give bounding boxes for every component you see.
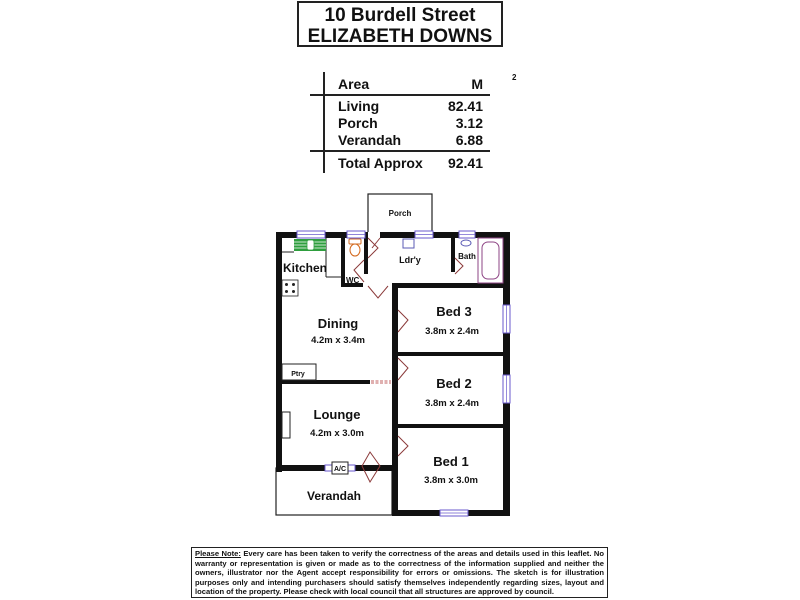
door-icon	[368, 286, 388, 298]
room-bed1-label: Bed 1	[433, 454, 469, 469]
area-total-value: 92.41	[447, 155, 483, 171]
entry-opening	[368, 232, 380, 238]
room-kitchen-label: Kitchen	[283, 261, 328, 275]
area-row-label: Living	[338, 98, 380, 114]
room-lounge-label: Lounge	[313, 407, 361, 422]
area-row-value: 3.12	[455, 115, 483, 131]
room-bed2-size: 3.8m x 2.4m	[425, 398, 479, 409]
toilet-icon	[349, 239, 361, 256]
basin-icon	[461, 240, 471, 246]
laundry-tub-icon	[403, 239, 414, 248]
unit-superscript: 2	[512, 73, 517, 82]
room-bed3-label: Bed 3	[436, 304, 472, 319]
disclaimer-box	[191, 547, 608, 598]
disclaimer-text: Every care has been taken to verify the correctness of the areas and details used in this leaflet. No warranty or representation is given or made as to the correctness of the information supplied and neither the owners, illustrator nor the Agent accept responsibility for errors or omissions. The sketch is for illustration purposes only and intending purchasers should satisfy themselves independently regarding sizes, layout and location of the property. Please check with local council that all structures are approved by council.	[195, 549, 604, 596]
address-suburb: ELIZABETH DOWNS	[307, 26, 493, 47]
sink-icon	[294, 239, 326, 251]
door-icon	[398, 310, 408, 332]
door-icon	[398, 436, 408, 456]
area-total-label: Total Approx	[338, 155, 423, 171]
room-verandah-label: Verandah	[306, 489, 362, 503]
ac-label: A/C	[333, 466, 347, 473]
address-street: 10 Burdell Street	[324, 5, 476, 26]
stove-icon	[282, 280, 298, 296]
area-row-label: Porch	[338, 115, 378, 131]
room-dining-size: 4.2m x 3.4m	[311, 335, 365, 346]
room-pantry-label: Ptry	[291, 371, 305, 378]
area-header-label: Area	[338, 76, 370, 92]
bathtub-icon	[478, 238, 503, 283]
room-bath-label: Bath	[458, 252, 476, 261]
room-lounge-size: 4.2m x 3.0m	[310, 428, 364, 439]
disclaimer-heading: Please Note:	[195, 549, 241, 558]
room-porch-label: Porch	[388, 209, 412, 218]
area-row-value: 82.41	[447, 98, 483, 114]
door-icon	[398, 358, 408, 380]
door-icon	[368, 238, 378, 258]
unit-label: M	[471, 76, 483, 92]
room-bed1-size: 3.8m x 3.0m	[424, 475, 478, 486]
doors	[354, 238, 463, 482]
area-row-value: 6.88	[455, 132, 483, 148]
room-dining-label: Dining	[317, 316, 359, 331]
room-bed2-label: Bed 2	[436, 376, 472, 391]
area-row-label: Verandah	[338, 132, 402, 148]
room-laundry-label: Ldr'y	[399, 255, 421, 265]
room-wc-label: WC	[346, 276, 360, 285]
room-bed3-size: 3.8m x 2.4m	[425, 326, 479, 337]
opening-dashed	[370, 380, 392, 384]
